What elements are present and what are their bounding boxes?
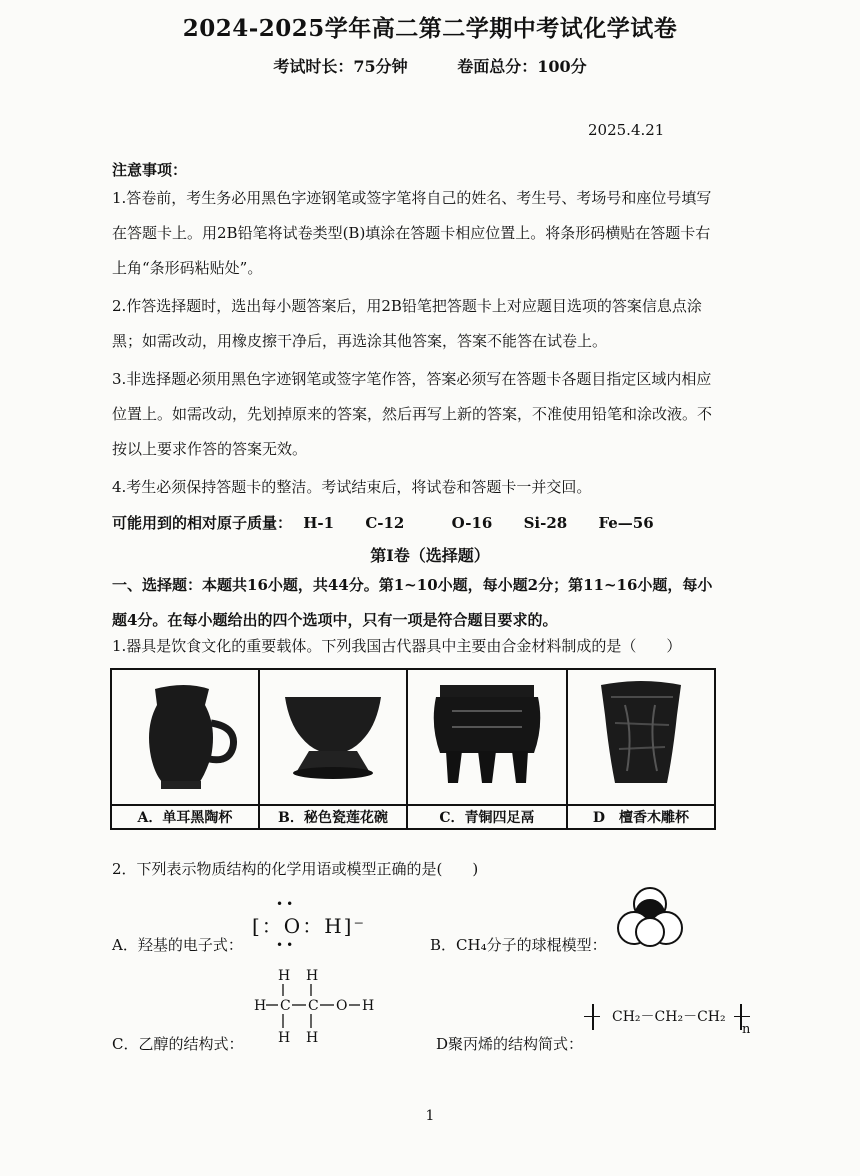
section-title: 第Ⅰ卷（选择题） xyxy=(370,546,490,565)
notice-line: 1.答卷前，考生务必用黑色字迹钢笔或签字笔将自己的姓名、考生号、考场号和座位号填写 xyxy=(112,189,712,207)
q1-option-b: B．秘色瓷莲花碗 xyxy=(259,805,407,829)
q1-image-d xyxy=(567,669,715,805)
section-intro-line: 一、选择题：本题共16小题，共44分。第1~10小题，每小题2分；第11~16小题，每小 xyxy=(112,576,713,594)
electron-dots-top: •• xyxy=(276,897,297,911)
q2-option-b-label: B．CH₄分子的球棍模型： xyxy=(430,936,607,954)
notice-heading: 注意事项： xyxy=(112,161,188,179)
exam-date: 2025.4.21 xyxy=(588,121,665,139)
atomic-mass-value: Si-28 xyxy=(523,514,568,532)
q1-stem: 1.器具是饮食文化的重要载体。下列我国古代器具中主要由合金材料制成的是（ ） xyxy=(112,637,682,655)
notice-item-1 xyxy=(112,181,752,286)
exam-total-score: 卷面总分：100分 xyxy=(457,57,587,76)
q2-option-c-label: C．乙醇的结构式： xyxy=(112,1035,244,1053)
sandalwood-carved-cup-icon xyxy=(581,675,701,795)
ch4-model-icon xyxy=(614,884,686,948)
notice-line: 位置上。如需改动，先划掉原来的答案，然后再写上新的答案，不准使用铅笔和涂改液。不 xyxy=(112,405,713,423)
section-intro xyxy=(112,568,762,638)
q1-option-d: D 檀香木雕杯 xyxy=(567,805,715,829)
polymer-repeat-unit: CH₂－CH₂－CH₂ xyxy=(612,1009,726,1025)
atomic-mass-value: Fe—56 xyxy=(598,514,654,532)
svg-text:H: H xyxy=(278,1030,291,1046)
notice-line: 黑；如需改动，用橡皮擦干净后，再选涂其他答案，答案不能答在试卷上。 xyxy=(112,332,608,350)
notice-line: 4.考生必须保持答题卡的整洁。考试结束后，将试卷和答题卡一并交回。 xyxy=(112,478,592,496)
notice-line: 3.非选择题必须用黑色字迹钢笔或签字笔作答，答案必须写在答题卡各题目指定区域内相应 xyxy=(112,370,712,388)
notice-line: 按以上要求作答的答案无效。 xyxy=(112,440,308,458)
svg-text:C: C xyxy=(280,998,291,1014)
atomic-mass-value: H-1 xyxy=(303,514,335,532)
atomic-mass-value: O-16 xyxy=(451,514,493,532)
notice-item-2 xyxy=(112,289,752,359)
svg-text:H: H xyxy=(362,998,375,1014)
svg-text:H: H xyxy=(254,998,267,1014)
q1-image-c xyxy=(407,669,567,805)
atomic-masses xyxy=(112,512,678,533)
exam-duration: 考试时长：75分钟 xyxy=(273,57,408,76)
bronze-tripod-icon xyxy=(422,675,552,795)
atomic-masses-label: 可能用到的相对原子质量： xyxy=(112,514,293,532)
svg-text:H: H xyxy=(306,1030,319,1046)
black-pottery-cup-icon xyxy=(125,675,245,795)
page-number: 1 xyxy=(425,1108,435,1124)
polymer-subscript-n: n xyxy=(742,1022,751,1037)
bracket-bond-left xyxy=(584,1016,600,1017)
q2-option-a-formula: [：O：H]⁻ xyxy=(252,914,366,938)
electron-dots-bottom: •• xyxy=(276,938,297,952)
bracket-bond-right xyxy=(734,1016,750,1017)
svg-text:H: H xyxy=(306,968,319,984)
celadon-lotus-bowl-icon xyxy=(273,675,393,795)
q2-stem: 2．下列表示物质结构的化学用语或模型正确的是( ) xyxy=(112,860,479,878)
exam-meta xyxy=(0,54,860,77)
notice-line: 上角“条形码粘贴处”。 xyxy=(112,259,263,277)
q1-option-c: C．青铜四足鬲 xyxy=(407,805,567,829)
q1-image-a xyxy=(111,669,259,805)
exam-title: 2024-2025学年高二第二学期中考试化学试卷 xyxy=(182,15,678,42)
notice-item-3 xyxy=(112,362,752,467)
ethanol-structure-icon xyxy=(250,966,380,1046)
q2-option-a-label: A．羟基的电子式： xyxy=(112,936,243,954)
svg-text:H: H xyxy=(278,968,291,984)
notice-item-4 xyxy=(112,470,752,505)
q1-image-b xyxy=(259,669,407,805)
q1-options-table xyxy=(110,668,716,830)
notice-line: 在答题卡上。用2B铅笔将试卷类型(B)填涂在答题卡相应位置上。将条形码横贴在答题卡右 xyxy=(112,224,711,242)
section-intro-line: 题4分。在每小题给出的四个选项中，只有一项是符合题目要求的。 xyxy=(112,611,558,629)
q2-option-d-formula xyxy=(592,1004,742,1030)
q2-option-d-label: D聚丙烯的结构简式： xyxy=(436,1035,584,1053)
svg-text:C: C xyxy=(308,998,319,1014)
notice-line: 2.作答选择题时，选出每小题答案后，用2B铅笔把答题卡上对应题目选项的答案信息点涂 xyxy=(112,297,702,315)
q1-option-a: A．单耳黑陶杯 xyxy=(111,805,259,829)
svg-text:O: O xyxy=(336,998,348,1014)
atomic-mass-value: C-12 xyxy=(365,514,405,532)
